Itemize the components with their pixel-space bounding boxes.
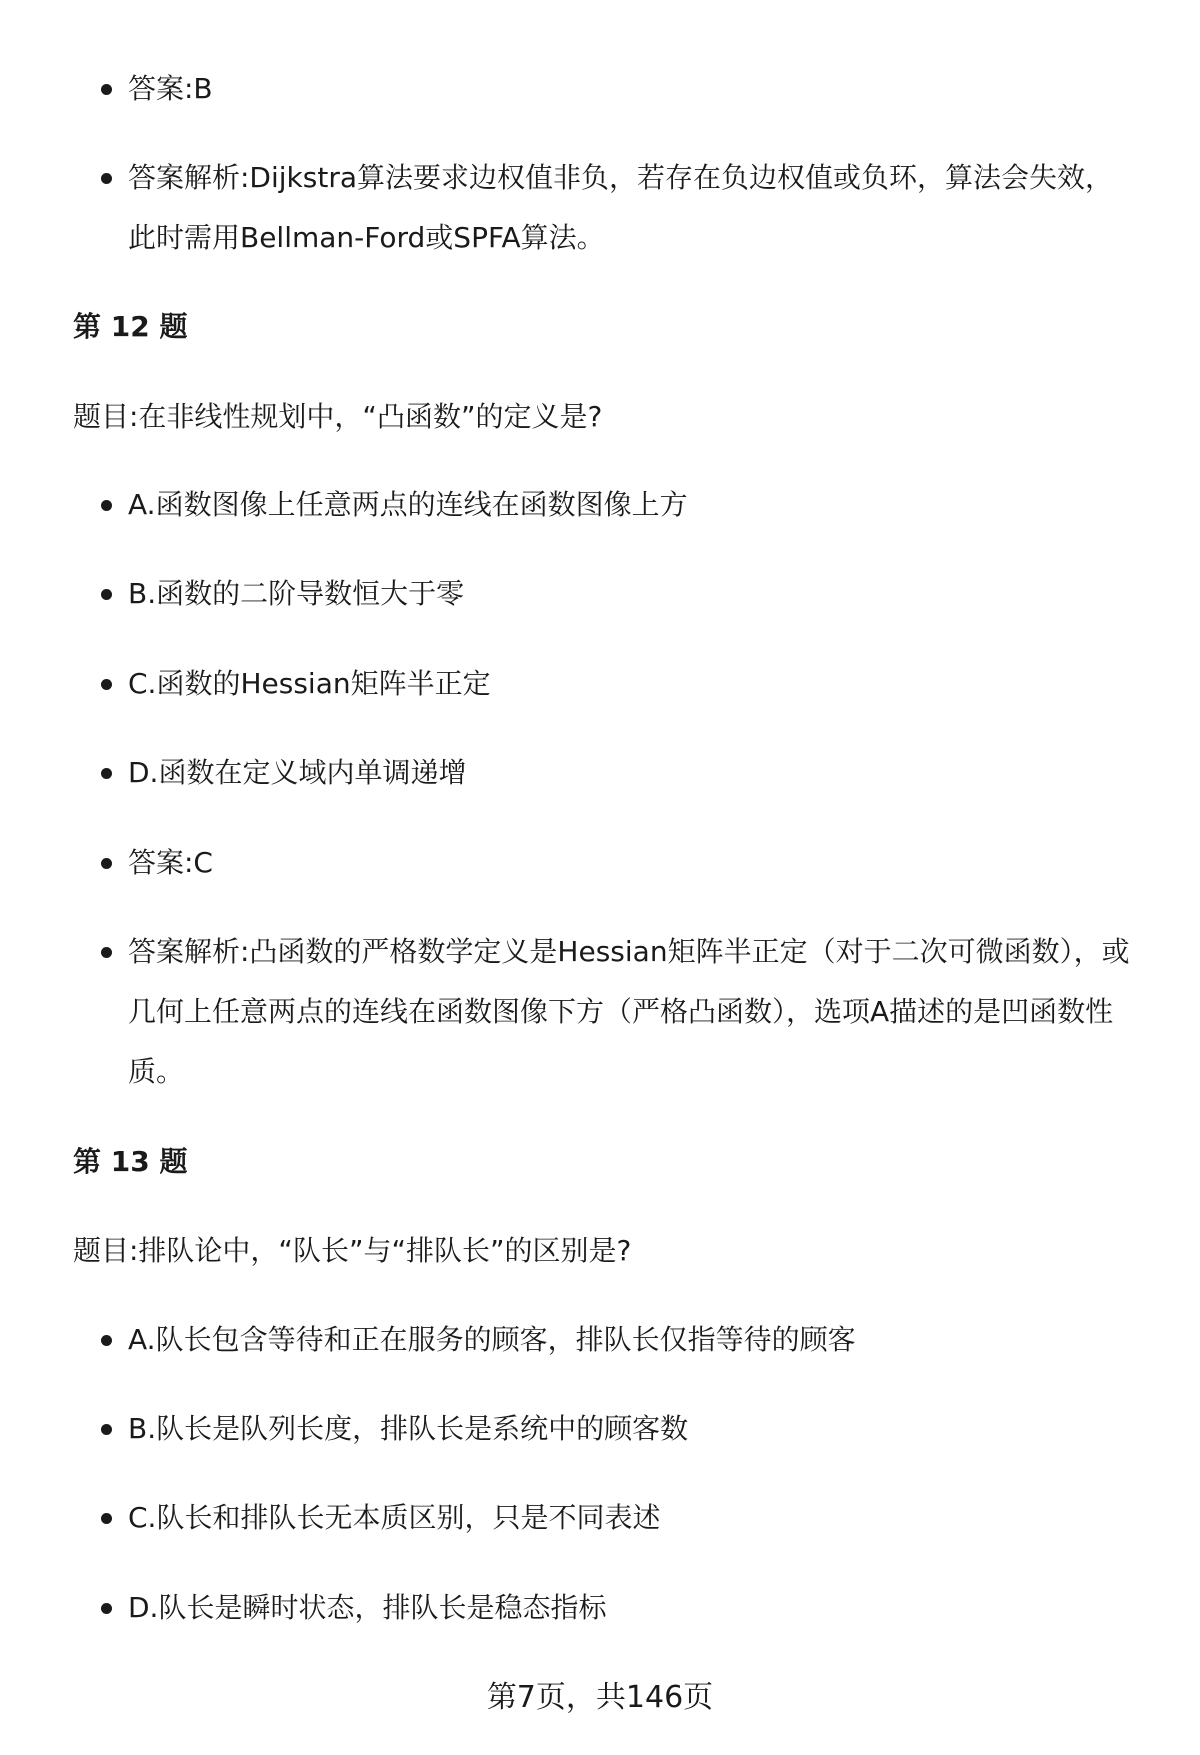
q12-answer: 答案:C: [128, 833, 1138, 893]
q12-option-a: A.函数图像上任意两点的连线在函数图像上方: [128, 475, 1138, 535]
q12-heading: 第 12 题: [73, 310, 188, 343]
q13-option-a: A.队长包含等待和正在服务的顾客，排队长仅指等待的顾客: [128, 1310, 1138, 1370]
q11-answer: 答案:B: [128, 59, 1138, 119]
q13-option-b: B.队长是队列长度，排队长是系统中的顾客数: [128, 1399, 1138, 1459]
q12-option-d: D.函数在定义域内单调递增: [128, 743, 1138, 803]
q13-heading: 第 13 题: [73, 1145, 188, 1178]
q12-option-b: B.函数的二阶导数恒大于零: [128, 564, 1138, 624]
q12-option-c: C.函数的Hessian矩阵半正定: [128, 654, 1138, 714]
q12-explanation: 答案解析:凸函数的严格数学定义是Hessian矩阵半正定（对于二次可微函数），或几何上任意两点的连线在函数图像下方（严格凸函数），选项A描述的是凹函数性质。: [128, 922, 1138, 1102]
q13-question: 题目:排队论中，“队长”与“排队长”的区别是?: [73, 1234, 632, 1267]
q12-question: 题目:在非线性规划中，“凸函数”的定义是?: [73, 400, 603, 433]
page-footer: 第7页，共146页: [486, 1680, 714, 1715]
q13-option-c: C.队长和排队长无本质区别，只是不同表述: [128, 1488, 1138, 1548]
q13-option-d: D.队长是瞬时状态，排队长是稳态指标: [128, 1578, 1138, 1638]
q11-explanation: 答案解析:Dijkstra算法要求边权值非负，若存在负边权值或负环，算法会失效，此时需用Bellman-Ford或SPFA算法。: [128, 148, 1138, 268]
